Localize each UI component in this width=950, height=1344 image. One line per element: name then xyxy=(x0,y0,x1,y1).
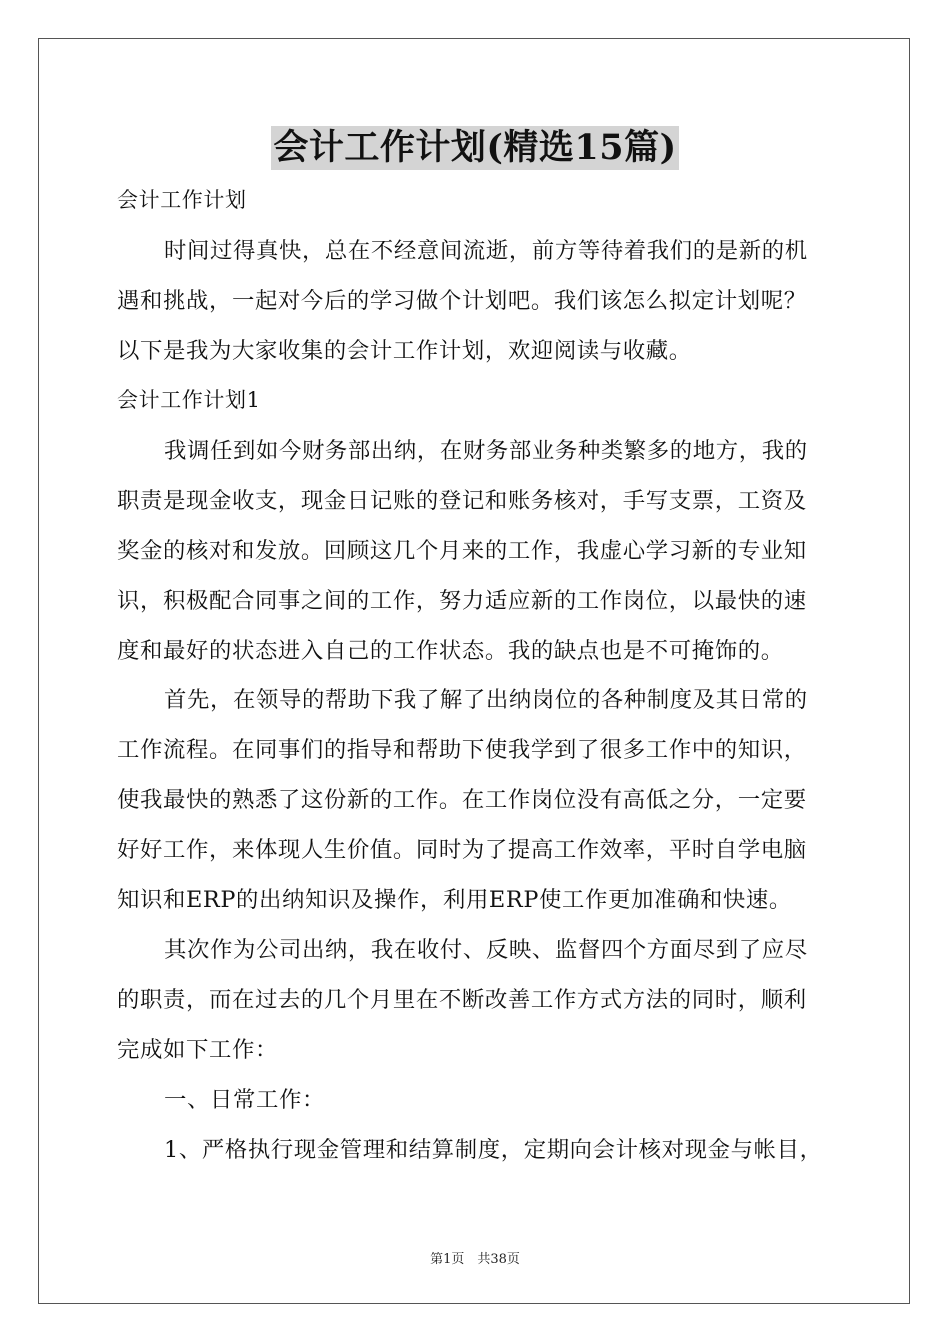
intro-line-3: 以下是我为大家收集的会计工作计划，欢迎阅读与收藏。 xyxy=(117,338,692,364)
item-1: 1、严格执行现金管理和结算制度，定期向会计核对现金与帐目， xyxy=(164,1137,823,1163)
para2-line-2: 工作流程。在同事们的指导和帮助下使我学到了很多工作中的知识， xyxy=(117,737,807,763)
intro-line-1: 时间过得真快，总在不经意间流逝，前方等待着我们的是新的机 xyxy=(164,238,808,264)
para1-line-1: 我调任到如今财务部出纳，在财务部业务种类繁多的地方，我的 xyxy=(164,438,808,464)
para3-line-1: 其次作为公司出纳，我在收付、反映、监督四个方面尽到了应尽 xyxy=(164,937,808,963)
para1-line-3: 奖金的核对和发放。回顾这几个月来的工作，我虚心学习新的专业知 xyxy=(117,538,807,564)
page-border xyxy=(38,38,910,1304)
para1-line-2: 职责是现金收支，现金日记账的登记和账务核对，手写支票，工资及 xyxy=(117,488,807,514)
para2-line-1: 首先，在领导的帮助下我了解了出纳岗位的各种制度及其日常的 xyxy=(164,687,808,713)
para3-line-2: 的职责，而在过去的几个月里在不断改善工作方式方法的同时，顺利 xyxy=(117,987,807,1013)
para1-line-5: 度和最好的状态进入自己的工作状态。我的缺点也是不可掩饰的。 xyxy=(117,638,784,664)
document-subtitle: 会计工作计划 xyxy=(117,188,247,212)
para2-line-5: 知识和ERP的出纳知识及操作，利用ERP使工作更加准确和快速。 xyxy=(117,887,792,913)
section-heading: 会计工作计划1 xyxy=(117,388,261,412)
item-heading: 一、日常工作： xyxy=(164,1087,325,1113)
para1-line-4: 识，积极配合同事之间的工作，努力适应新的工作岗位，以最快的速 xyxy=(117,588,807,614)
para2-line-3: 使我最快的熟悉了这份新的工作。在工作岗位没有高低之分，一定要 xyxy=(117,787,807,813)
para3-line-3: 完成如下工作： xyxy=(117,1037,278,1063)
page-footer: 第1页 共38页 xyxy=(430,1252,520,1267)
para2-line-4: 好好工作，来体现人生价值。同时为了提高工作效率，平时自学电脑 xyxy=(117,837,807,863)
intro-line-2: 遇和挑战，一起对今后的学习做个计划吧。我们该怎么拟定计划呢？ xyxy=(117,288,807,314)
title-container xyxy=(0,126,950,170)
document-title: 会计工作计划(精选15篇) xyxy=(273,127,677,168)
